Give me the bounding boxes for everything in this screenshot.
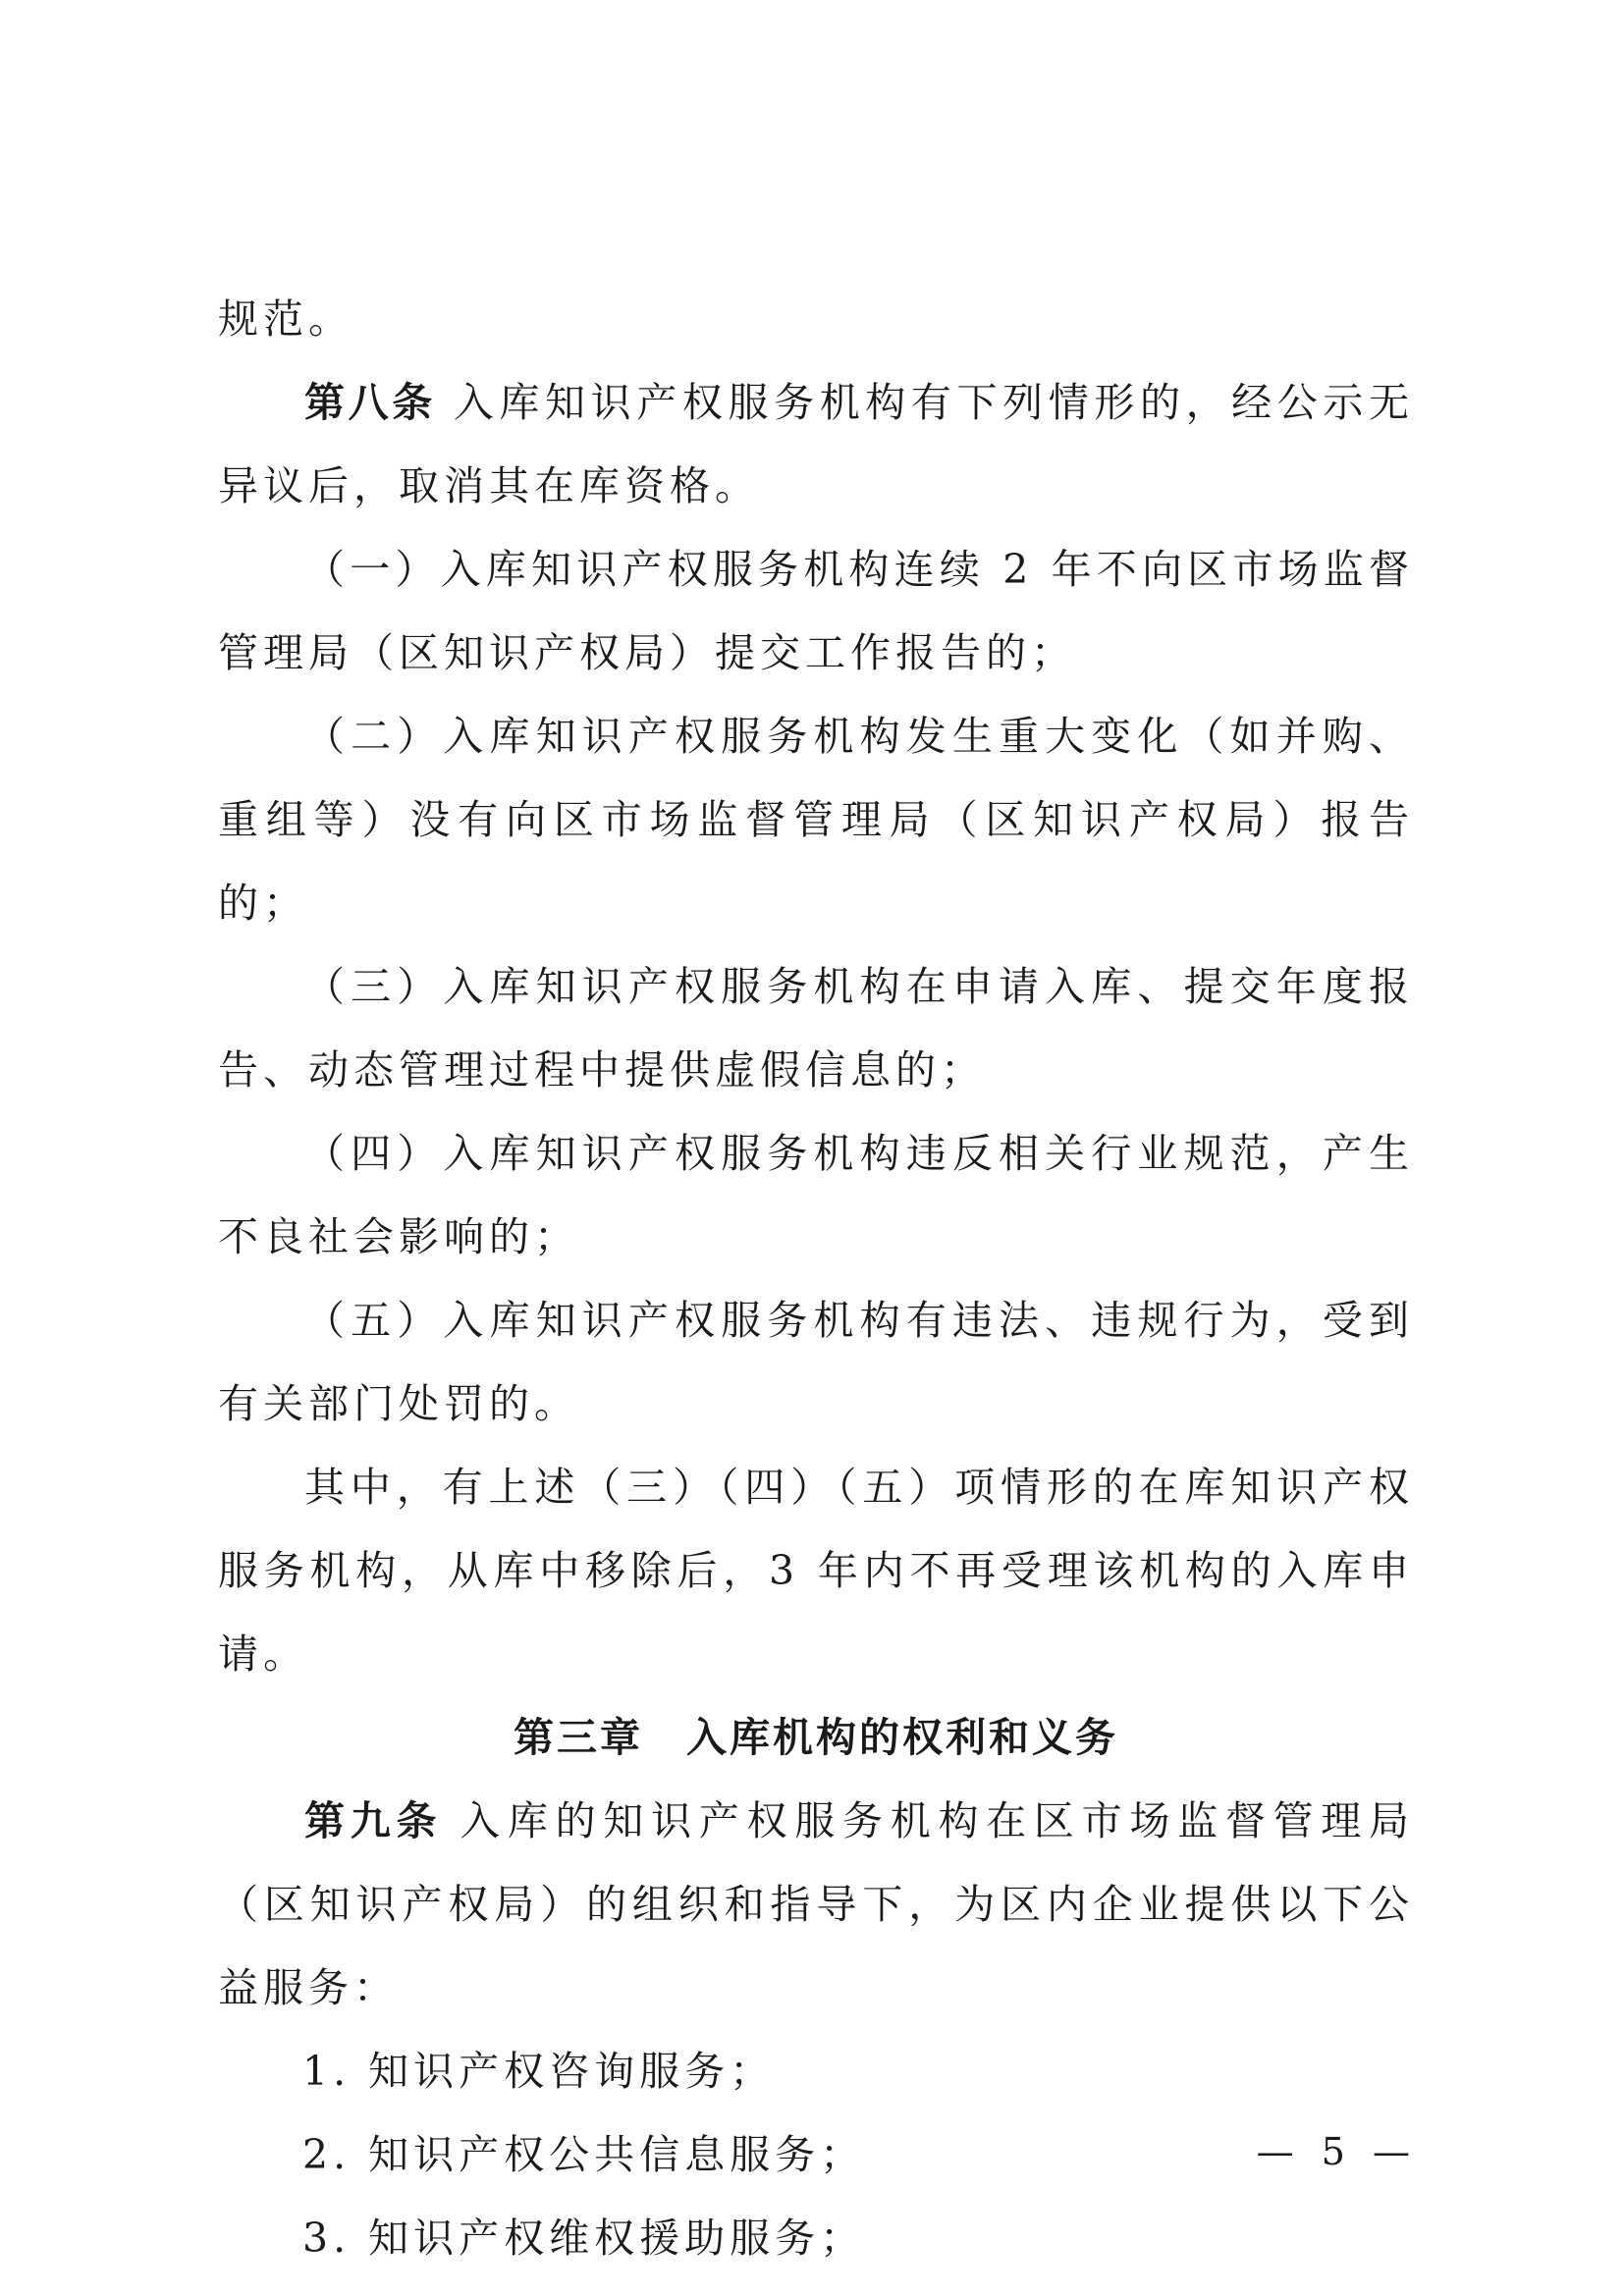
- article-9-item-2: 2. 知识产权公共信息服务；: [302, 2131, 866, 2178]
- article-8-note: 其中，有上述（三）（四）（五）项情形的在库知识产权服务机构，从库中移除后，3 年内不再受理该机构的入库申请。: [218, 1464, 1414, 1678]
- article-9-text: 入库的知识产权服务机构在区市场监督管理局（区知识产权局）的组织和指导下，为区内企业提供以下公益服务：: [218, 1797, 1415, 2011]
- document-body: [218, 278, 1414, 2280]
- article-8-label: 第八条: [304, 379, 436, 426]
- page-number: — 5 —: [1256, 2130, 1418, 2173]
- chapter-title: 第三章 入库机构的权利和义务: [514, 1714, 1118, 1761]
- article-9-item-3: 3. 知识产权维权援助服务；: [302, 2215, 866, 2262]
- article-9-label: 第九条: [304, 1797, 443, 1844]
- article-8: [218, 361, 1414, 528]
- article-8-item-1: （一）入库知识产权服务机构连续 2 年不向区市场监督管理局（区知识产权局）提交工作报告的；: [218, 546, 1414, 676]
- article-8-item-5: （五）入库知识产权服务机构有违法、违规行为，受到有关部门处罚的。: [218, 1297, 1414, 1427]
- article-9: [218, 1780, 1414, 2030]
- article-8-item-2: （二）入库知识产权服务机构发生重大变化（如并购、重组等）没有向区市场监督管理局（区知识产权局）报告的；: [218, 713, 1414, 927]
- article-9-item-1: 1. 知识产权咨询服务；: [302, 2048, 776, 2095]
- article-8-text: 入库知识产权服务机构有下列情形的，经公示无异议后，取消其在库资格。: [218, 379, 1414, 509]
- article-8-item-4: （四）入库知识产权服务机构违反相关行业规范，产生不良社会影响的；: [218, 1130, 1414, 1260]
- article-8-item-3: （三）入库知识产权服务机构在申请入库、提交年度报告、动态管理过程中提供虚假信息的；: [218, 963, 1414, 1094]
- continuation-text: 规范。: [218, 295, 353, 343]
